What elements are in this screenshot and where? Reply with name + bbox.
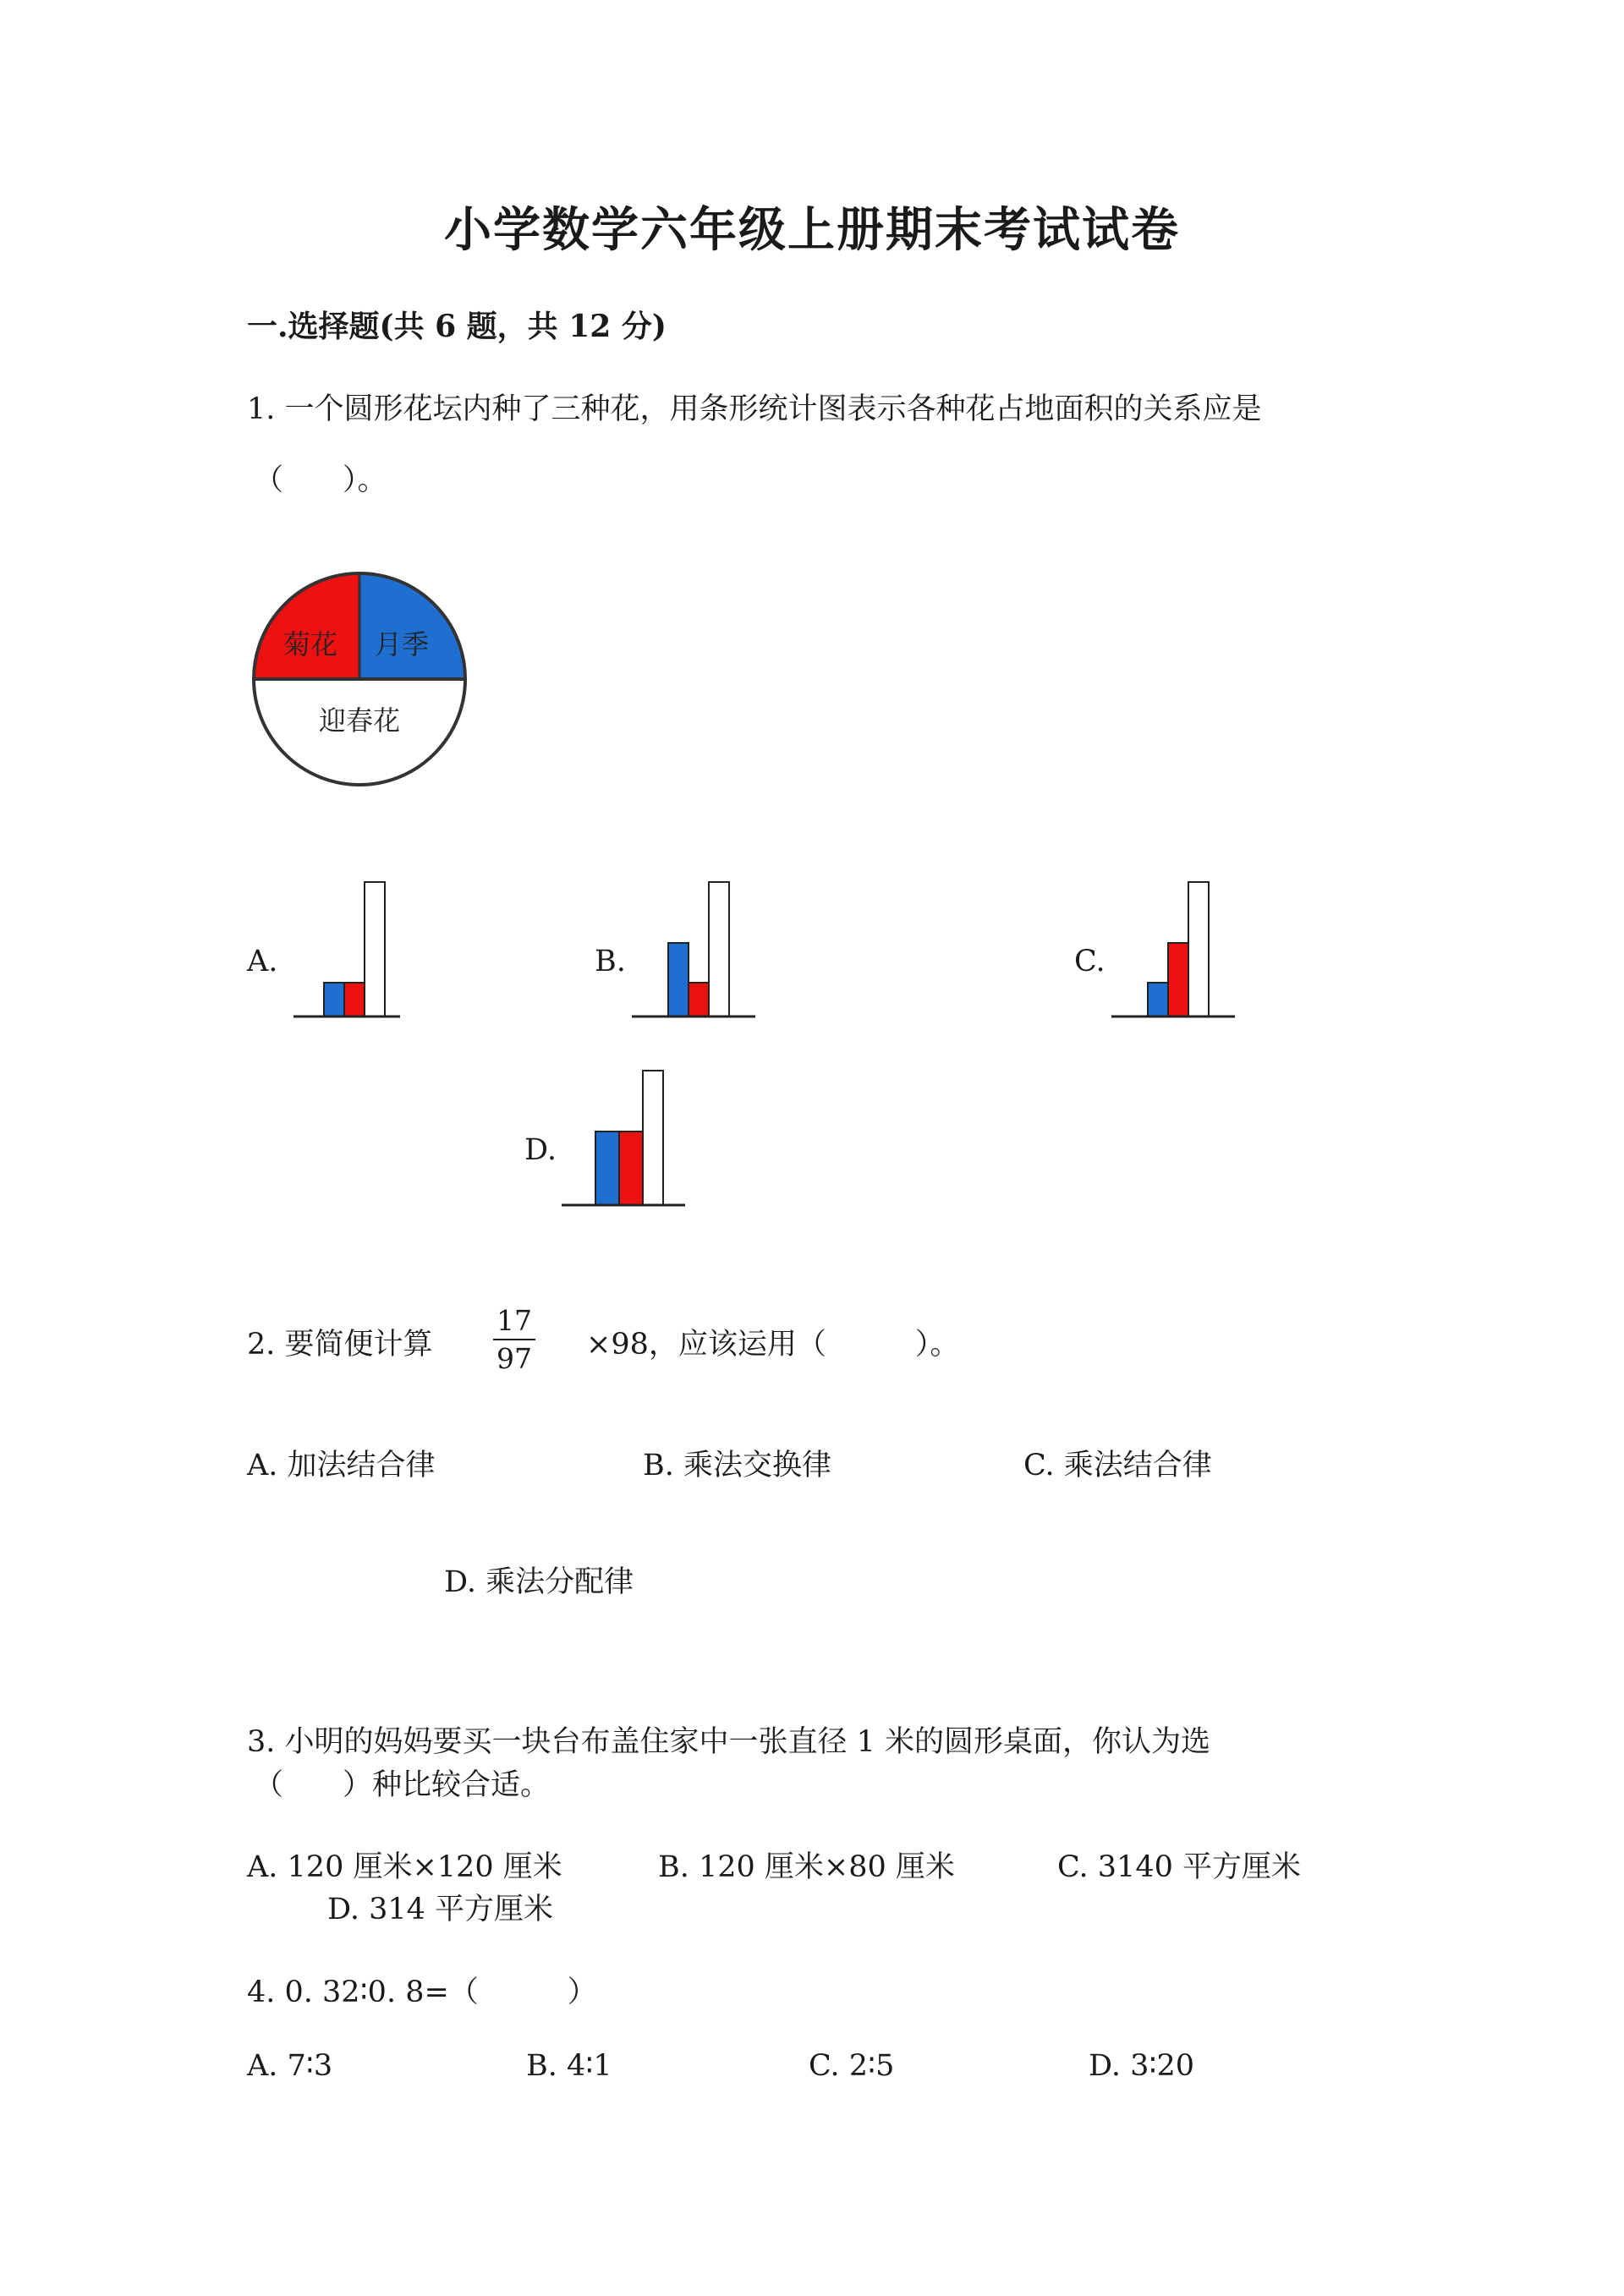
q2-fraction-numerator: 17: [493, 1304, 535, 1340]
bar-blue: [1148, 983, 1168, 1016]
q2-option-a: A. 加法结合律: [247, 1449, 436, 1482]
q1-option-a-label: A.: [247, 945, 278, 978]
bar-blue: [668, 943, 689, 1016]
q3-stem-line2: （ ）种比较合适。: [254, 1768, 551, 1802]
q2-option-c: C. 乘法结合律: [1023, 1449, 1212, 1482]
q4-stem: 4. 0. 32∶0. 8=（ ）: [247, 1975, 597, 2009]
q3-option-b: B. 120 厘米×80 厘米: [658, 1850, 955, 1884]
bar-red: [619, 1132, 643, 1205]
q1-option-a-chart: [292, 875, 402, 1019]
q2-stem-suffix: ×98，应该运用（ ）。: [586, 1328, 960, 1362]
q3-option-d: D. 314 平方厘米: [327, 1893, 553, 1926]
q1-option-c-chart: [1110, 875, 1237, 1019]
q2-option-b: B. 乘法交换律: [643, 1449, 831, 1482]
bar-white: [709, 882, 729, 1016]
q2-fraction-denominator: 97: [497, 1342, 532, 1375]
pie-label-juhua: 菊花: [283, 628, 338, 660]
q3-option-c: C. 3140 平方厘米: [1057, 1850, 1301, 1884]
q1-pie-figure: [245, 565, 474, 793]
q1-stem-line2: （ ）。: [254, 463, 387, 497]
q4-option-b: B. 4∶1: [526, 2049, 612, 2083]
q1-option-b-chart: [630, 875, 757, 1019]
q4-option-c: C. 2∶5: [809, 2049, 895, 2083]
q2-stem-prefix: 2. 要简便计算: [247, 1328, 433, 1362]
q4-option-d: D. 3∶20: [1089, 2049, 1194, 2083]
page-title: 小学数学六年级上册期末考试试卷: [444, 202, 1180, 258]
q2-fraction: [493, 1304, 535, 1375]
bar-blue: [324, 983, 344, 1016]
q1-option-d-chart: [560, 1064, 687, 1208]
q4-option-a: A. 7∶3: [247, 2049, 333, 2083]
section-heading: 一.选择题(共 6 题，共 12 分): [247, 309, 667, 344]
q1-option-c-label: C.: [1074, 945, 1106, 978]
bar-blue: [595, 1132, 619, 1205]
q1-option-b-label: B.: [595, 945, 626, 978]
q1-option-d-label: D.: [524, 1133, 557, 1167]
q2-option-d: D. 乘法分配律: [444, 1565, 634, 1599]
bar-white: [643, 1071, 663, 1205]
pie-label-yueji: 月季: [374, 628, 430, 660]
bar-red: [689, 983, 709, 1016]
q3-stem-line1: 3. 小明的妈妈要买一块台布盖住家中一张直径 1 米的圆形桌面，你认为选: [247, 1725, 1211, 1759]
bar-white: [1188, 882, 1209, 1016]
pie-label-yingchunhua: 迎春花: [318, 704, 401, 737]
q3-option-a: A. 120 厘米×120 厘米: [247, 1850, 562, 1884]
bar-red: [1168, 943, 1188, 1016]
bar-red: [344, 983, 365, 1016]
q1-stem-line1: 1. 一个圆形花坛内种了三种花，用条形统计图表示各种花占地面积的关系应是: [247, 392, 1262, 426]
bar-white: [365, 882, 385, 1016]
